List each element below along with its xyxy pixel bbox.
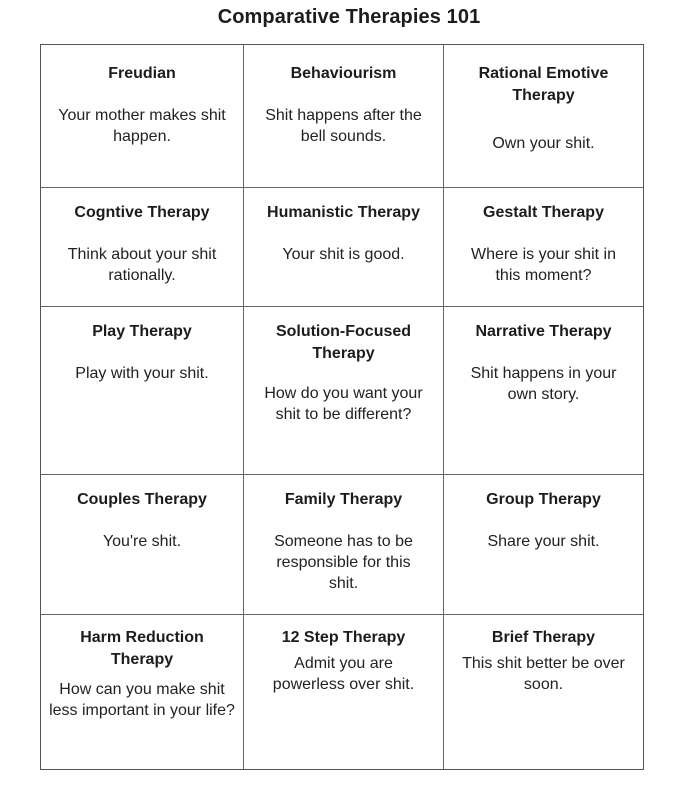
therapy-description: Own your shit. (492, 135, 595, 152)
therapy-name: Solution-Focused Therapy (275, 323, 412, 362)
therapy-description: You're shit. (102, 533, 182, 550)
therapy-name: Gestalt Therapy (483, 204, 604, 221)
cell-rational-emotive (444, 45, 643, 188)
cell-gestalt (444, 188, 643, 307)
therapy-description: How do you want your shit to be different? (264, 385, 423, 423)
cell-freudian (41, 45, 244, 188)
therapy-name: Rational Emotive Therapy (478, 65, 609, 104)
cell-group (444, 475, 643, 615)
page-title: Comparative Therapies 101 (217, 6, 481, 28)
therapy-name: Harm Reduction Therapy (80, 629, 204, 668)
cell-brief (444, 615, 643, 769)
therapy-description: Your mother makes shit happen. (58, 107, 226, 145)
therapy-description: Someone has to be responsible for this shit. (274, 533, 413, 592)
therapy-name: Family Therapy (284, 491, 403, 508)
therapy-description: Where is your shit in this moment? (471, 246, 616, 284)
therapy-description: Think about your shit rationally. (67, 246, 217, 284)
therapy-description: How can you make shit less important in your life? (49, 681, 235, 719)
therapy-name: Cogntive Therapy (74, 204, 210, 221)
therapy-description: Shit happens after the bell sounds. (265, 107, 422, 145)
therapy-name: Couples Therapy (77, 491, 207, 508)
cell-behaviourism (244, 45, 444, 188)
therapy-name: Narrative Therapy (475, 323, 612, 340)
therapy-description: This shit better be over soon. (462, 655, 625, 693)
therapy-name: Play Therapy (92, 323, 192, 340)
cell-play (41, 307, 244, 475)
cell-12-step (244, 615, 444, 769)
therapy-name: Brief Therapy (491, 629, 596, 646)
therapy-description: Shit happens in your own story. (470, 365, 617, 403)
cell-narrative (444, 307, 643, 475)
cell-cognitive (41, 188, 244, 307)
therapy-description: Your shit is good. (282, 246, 405, 263)
therapy-description: Play with your shit. (75, 365, 209, 382)
therapy-name: Behaviourism (290, 65, 397, 82)
cell-solution-focused (244, 307, 444, 475)
therapy-description: Admit you are powerless over shit. (272, 655, 415, 693)
cell-family (244, 475, 444, 615)
cell-couples (41, 475, 244, 615)
therapy-description: Share your shit. (487, 533, 600, 550)
cell-humanistic (244, 188, 444, 307)
cell-harm-reduction (41, 615, 244, 769)
therapy-name: Group Therapy (486, 491, 601, 508)
therapy-name: Freudian (108, 65, 176, 82)
therapy-name: Humanistic Therapy (267, 204, 420, 221)
therapies-table (40, 44, 644, 770)
therapy-name: 12 Step Therapy (281, 629, 406, 646)
